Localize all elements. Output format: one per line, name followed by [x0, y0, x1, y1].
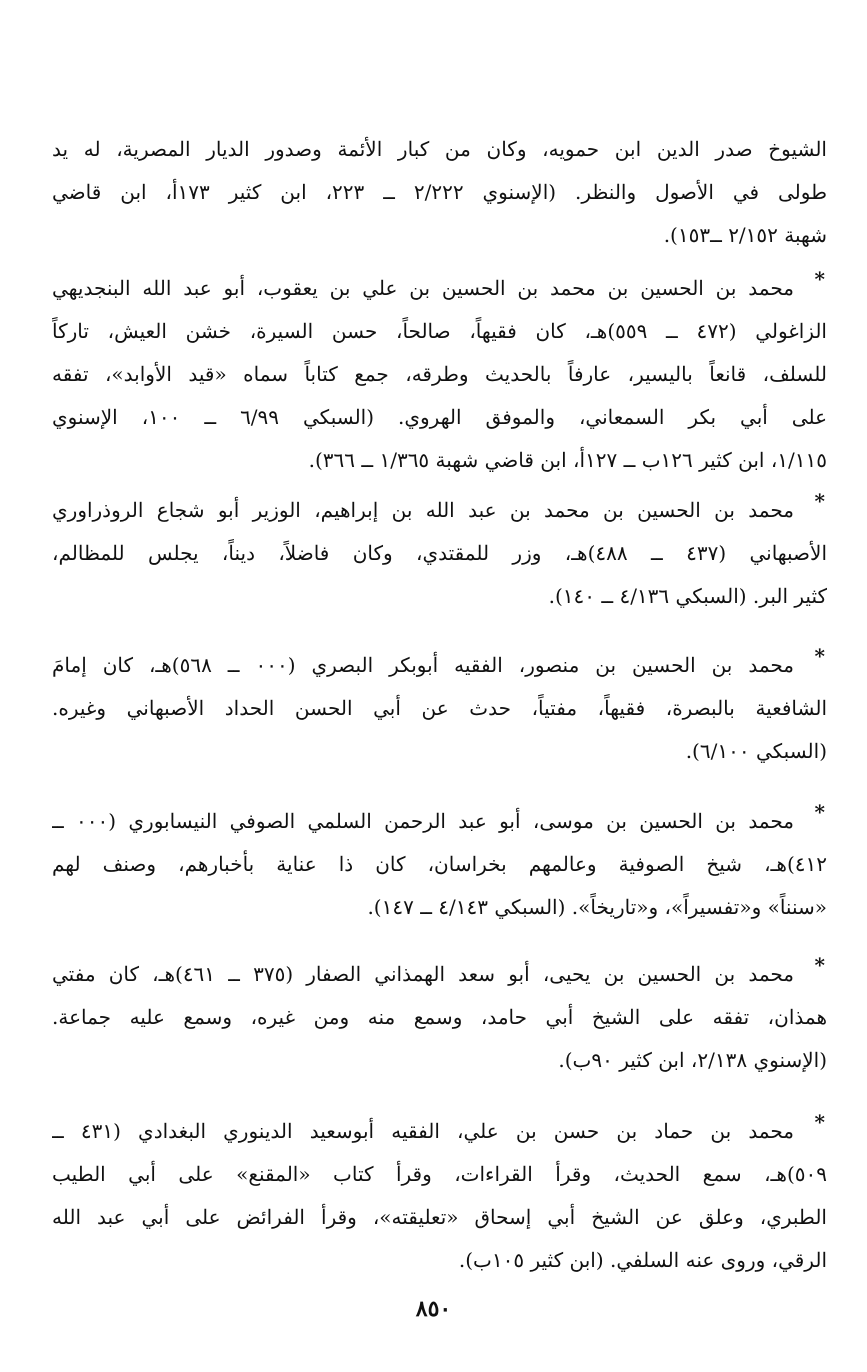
- entry-line: محمد بن الحسين بن منصور، الفقيه أبوبكر البصري (٠٠٠ ــ ٥٦٨)هـ، كان إمامَ: [52, 653, 795, 677]
- entry-line: ١/١١٥، ابن كثير ١٢٦ب ــ ١٢٧أ، ابن قاضي شهبة ١/٣٦٥ ــ ٣٦٦).: [308, 448, 827, 472]
- entry-line: شهبة ٢/١٥٢ ــ١٥٣).: [663, 223, 827, 247]
- entry-line: (الإسنوي ٢/١٣٨، ابن كثير ٩٠ب).: [558, 1048, 827, 1072]
- biography-entry: [52, 644, 827, 773]
- entry-asterisk: *: [814, 800, 825, 824]
- entry-line: محمد بن الحسين بن يحيى، أبو سعد الهمذاني الصفار (٣٧٥ ــ ٤٦١)هـ، كان مفتي: [52, 962, 795, 986]
- entry-asterisk: *: [814, 489, 825, 513]
- entry-line: محمد بن الحسين بن موسى، أبو عبد الرحمن السلمي الصوفي النيسابوري (٠٠٠ ــ: [52, 809, 794, 833]
- entry-line: ٤١٢)هـ، شيخ الصوفية وعالمهم بخراسان، كان ذا عناية بأخبارهم، وصنف لهم: [52, 852, 827, 876]
- entry-asterisk: *: [814, 644, 825, 668]
- entry-line: الرقي، وروى عنه السلفي. (ابن كثير ١٠٥ب).: [458, 1248, 827, 1272]
- entry-line: الأصبهاني (٤٣٧ ــ ٤٨٨)هـ، وزر للمقتدي، وكان فاضلاً، ديناً، يجلس للمظالم،: [52, 541, 827, 565]
- entry-line: على أبي بكر السمعاني، والموفق الهروي. (السبكي ٦/٩٩ ــ ١٠٠، الإسنوي: [52, 405, 827, 429]
- entry-line: محمد بن الحسين بن محمد بن الحسين بن علي بن يعقوب، أبو عبد الله البنجديهي: [52, 276, 794, 300]
- entry-asterisk: *: [814, 1110, 825, 1134]
- entry-line: طولى في الأصول والنظر. (الإسنوي ٢/٢٢٢ ــ ٢٢٣، ابن كثير ١٧٣أ، ابن قاضي: [52, 180, 827, 204]
- entry-line: الشافعية بالبصرة، فقيهاً، مفتياً، حدث عن أبي الحسن الحداد الأصبهاني وغيره.: [52, 696, 827, 720]
- biography-entry: [52, 953, 827, 1082]
- entry-line: الزاغولي (٤٧٢ ــ ٥٥٩)هـ، كان فقيهاً، صالحاً، حسن السيرة، خشن العيش، تاركاً: [52, 319, 827, 343]
- biography-entry: [52, 1110, 827, 1282]
- entry-line: الشيوخ صدر الدين ابن حمويه، وكان من كبار الأئمة وصدور الديار المصرية، له يد: [52, 137, 827, 161]
- entry-line: الطبري، وعلق عن الشيخ أبي إسحاق «تعليقته»، وقرأ الفرائض على أبي عبد الله: [52, 1205, 827, 1229]
- page-number: ٨٥٠: [415, 1296, 452, 1322]
- entry-asterisk: *: [814, 267, 825, 291]
- entry-continuation: [52, 128, 827, 257]
- entry-asterisk: *: [814, 953, 825, 977]
- entry-line: محمد بن الحسين بن محمد بن عبد الله بن إبراهيم، الوزير أبو شجاع الروذراوري: [52, 498, 794, 522]
- entry-line: محمد بن حماد بن حسن بن علي، الفقيه أبوسعيد الدينوري البغدادي (٤٣١ ــ: [52, 1119, 794, 1143]
- entry-line: كثير البر. (السبكي ٤/١٣٦ ــ ١٤٠).: [548, 584, 827, 608]
- entry-line: ٥٠٩)هـ، سمع الحديث، وقرأ القراءات، وقرأ كتاب «المقنع» على أبي الطيب: [52, 1162, 827, 1186]
- biography-entry: [52, 489, 827, 618]
- biography-entry: [52, 267, 827, 482]
- biography-entry: [52, 800, 827, 929]
- entry-line: (السبكي ٦/١٠٠).: [685, 739, 827, 763]
- entry-line: للسلف، قانعاً باليسير، عارفاً بالحديث وطرقه، جمع كتاباً سماه «قيد الأوابد»، تفقه: [52, 362, 827, 386]
- entry-line: همذان، تفقه على الشيخ أبي حامد، وسمع منه ومن غيره، وسمع عليه جماعة.: [52, 1005, 827, 1029]
- entry-line: «سنناً» و«تفسيراً»، و«تاريخاً». (السبكي ٤/١٤٣ ــ ١٤٧).: [367, 895, 827, 919]
